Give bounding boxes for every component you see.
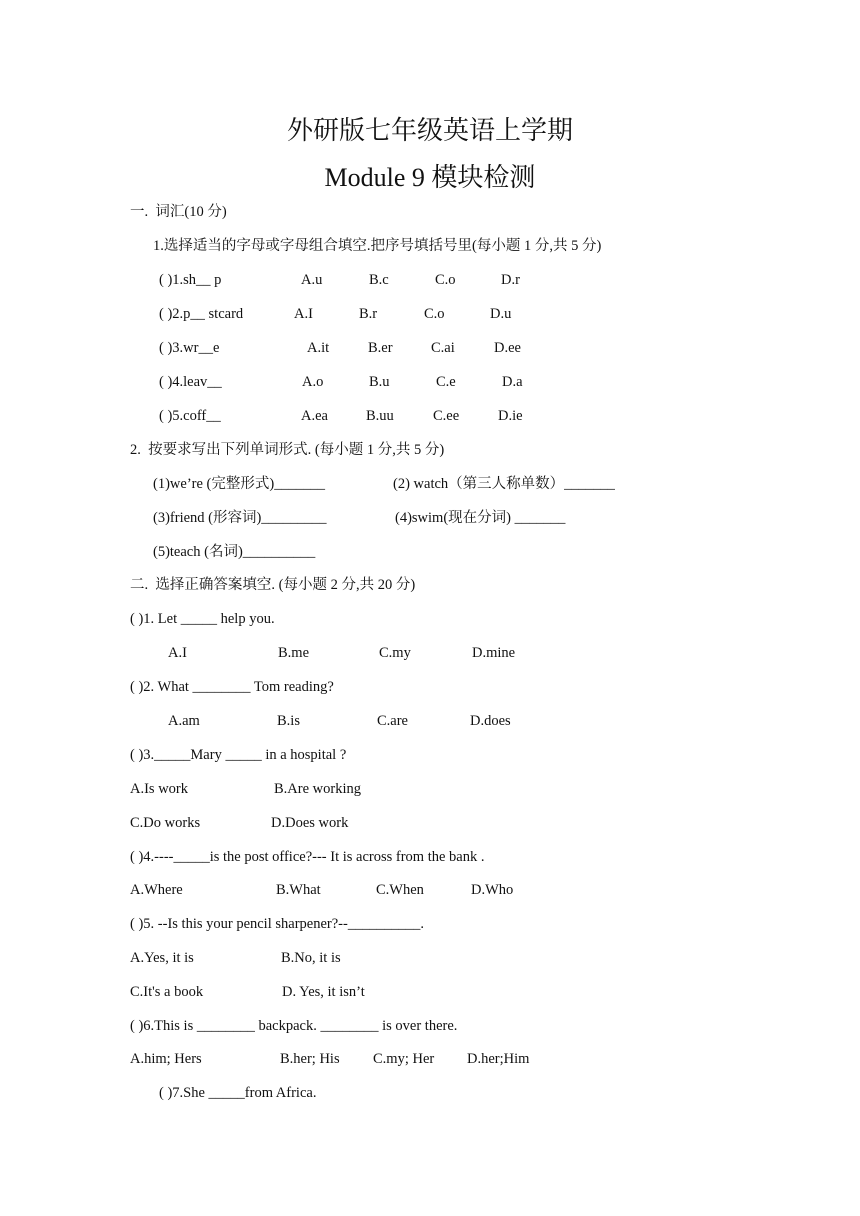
option-a: A.Yes, it is (130, 950, 194, 966)
option-a: A.Where (130, 882, 183, 898)
question-stem: ( )5. --Is this your pencil sharpener?--__________. (130, 916, 424, 932)
word-form-item-3: (3)friend (形容词)_________ (153, 510, 327, 526)
option-c: C.are (377, 713, 408, 729)
option-d: D.Does work (271, 815, 349, 831)
word-form-item-2: (2) watch（第三人称单数）_______ (393, 476, 615, 492)
section-heading-vocabulary: 一. 词汇(10 分) (130, 204, 227, 220)
question-stem: ( )1. Let _____ help you. (130, 611, 275, 627)
option-b: B.What (276, 882, 321, 898)
word-form-item-5: (5)teach (名词)__________ (153, 544, 316, 560)
question-stem: ( )7.She _____from Africa. (159, 1085, 317, 1101)
section-heading-multiple-choice: 二. 选择正确答案填空. (每小题 2 分,共 20 分) (130, 577, 416, 593)
question-stem: ( )3.wr__e (159, 340, 220, 356)
option-b: B.No, it is (281, 950, 341, 966)
instruction-word-forms: 2. 按要求写出下列单词形式. (每小题 1 分,共 5 分) (130, 442, 445, 458)
option-d: D.ie (498, 408, 523, 424)
option-b: B.me (278, 645, 310, 661)
question-stem: ( )6.This is ________ backpack. ________ is over there. (130, 1018, 458, 1034)
option-b: B.Are working (274, 781, 361, 797)
instruction-letter-fill: 1.选择适当的字母或字母组合填空.把序号填括号里(每小题 1 分,共 5 分) (153, 238, 602, 254)
option-b: B.her; His (280, 1051, 340, 1067)
option-d: D.does (470, 713, 511, 729)
option-c: C.Do works (130, 815, 201, 831)
word-form-item-1: (1)we’re (完整形式)_______ (153, 476, 325, 492)
option-d: D. Yes, it isn’t (282, 984, 365, 1000)
option-d: D.Who (471, 882, 514, 898)
document-title: 外研版七年级英语上学期 (286, 116, 573, 145)
question-stem: ( )2. What ________ Tom reading? (130, 679, 334, 695)
question-stem: ( )1.sh__ p (159, 272, 222, 288)
option-a: A.o (302, 374, 324, 390)
option-c: C.o (435, 272, 456, 288)
option-c: C.It's a book (130, 984, 204, 1000)
option-d: D.mine (472, 645, 516, 661)
option-b: B.c (369, 272, 389, 288)
option-a: A.Is work (130, 781, 188, 797)
option-c: C.o (424, 306, 445, 322)
option-a: A.u (301, 272, 323, 288)
option-a: A.him; Hers (130, 1051, 202, 1067)
option-c: C.my; Her (373, 1051, 435, 1067)
option-c: C.ai (431, 340, 455, 356)
option-c: C.e (436, 374, 456, 390)
option-b: B.er (368, 340, 393, 356)
option-c: C.ee (433, 408, 460, 424)
option-c: C.my (379, 645, 411, 661)
option-a: A.ea (301, 408, 328, 424)
option-b: B.u (369, 374, 390, 390)
option-b: B.uu (366, 408, 394, 424)
option-a: A.am (168, 713, 200, 729)
question-stem: ( )4.leav__ (159, 374, 222, 390)
question-stem: ( )3._____Mary _____ in a hospital ? (130, 747, 347, 763)
word-form-item-4: (4)swim(现在分词) _______ (395, 510, 566, 526)
option-c: C.When (376, 882, 424, 898)
option-b: B.r (359, 306, 378, 322)
option-d: D.u (490, 306, 512, 322)
option-d: D.her;Him (467, 1051, 530, 1067)
question-stem: ( )4.----_____is the post office?--- It is across from the bank . (130, 849, 485, 865)
option-a: A.I (168, 645, 187, 661)
option-a: A.it (307, 340, 330, 356)
option-b: B.is (277, 713, 300, 729)
option-d: D.ee (494, 340, 521, 356)
question-stem: ( )2.p__ stcard (159, 306, 244, 322)
option-d: D.r (501, 272, 520, 288)
document-subtitle: Module 9 模块检测 (324, 163, 536, 192)
option-a: A.I (294, 306, 313, 322)
question-stem: ( )5.coff__ (159, 408, 221, 424)
option-d: D.a (502, 374, 523, 390)
